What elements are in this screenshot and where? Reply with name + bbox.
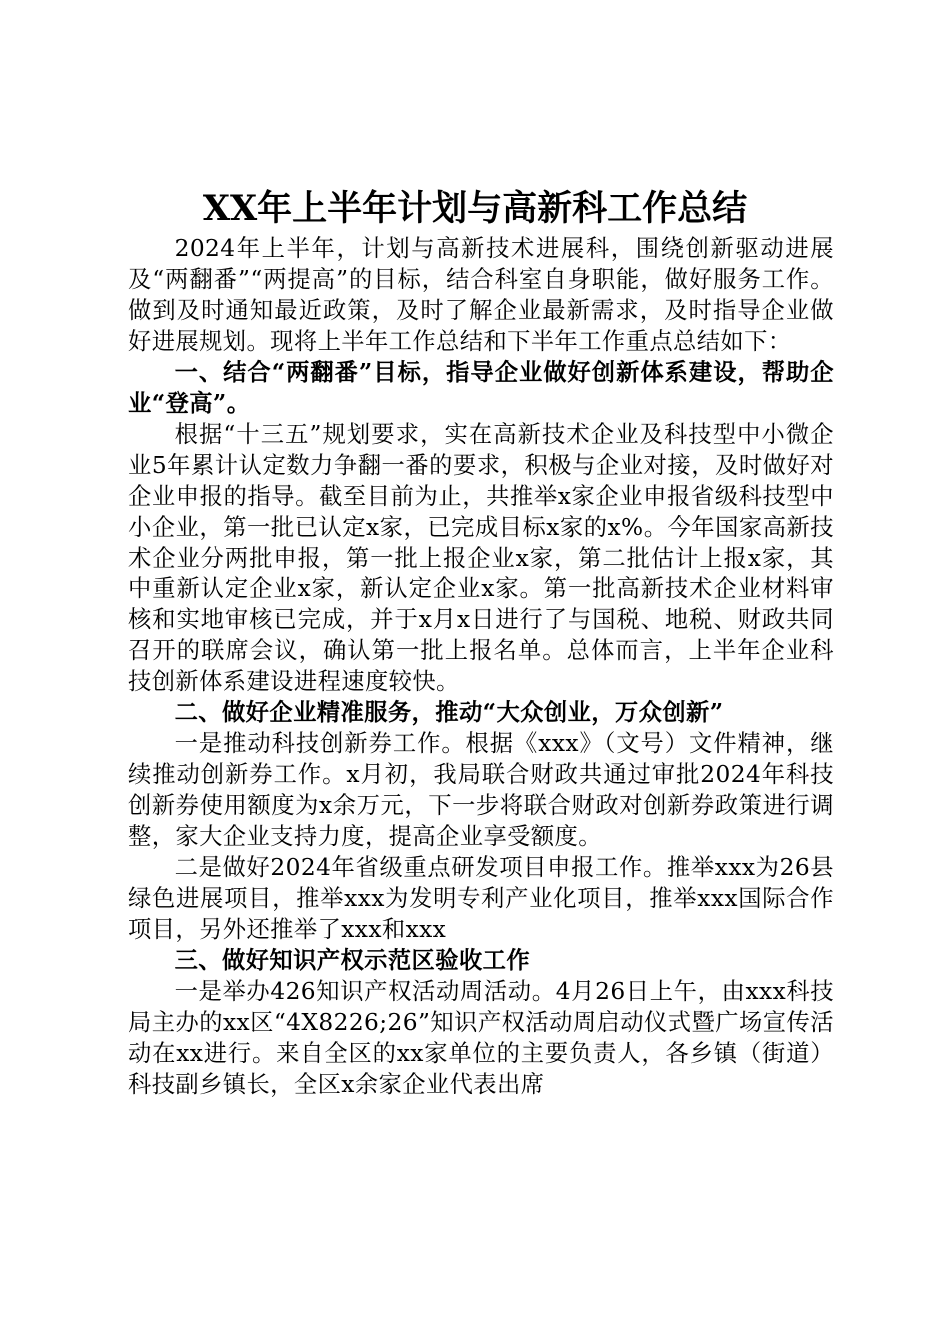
section-1-paragraph: 根据“十三五”规划要求，实在高新技术企业及科技型中小微企业5年累计认定数力争翻一番的要求，积极与企业对接，及时做好对企业申报的指导。截至目前为止，共推举x家企业申报省级科技型中小企业，第一批已认定x家，已完成目标x家的x%。今年国家高新技术企业分两批申报，第一批上报企业x家，第二批估计上报x家，其中重新认定企业x家，新认定企业x家。第一批高新技术企业材料审核和实地审核已完成，并于x月x日进行了与国税、地税、财政共同召开的联席会议，确认第一批上报名单。总体而言，上半年企业科技创新体系建设进程速度较快。 (128, 420, 834, 696)
document-body (128, 234, 834, 1101)
section-heading-2: 二、做好企业精准服务，推动“大众创业，万众创新” (174, 699, 724, 727)
section-heading-1: 一、结合“两翻番”目标，指导企业做好创新体系建设，帮助企业“登高”。 (128, 358, 834, 417)
section-heading-3: 三、做好知识产权示范区验收工作 (174, 946, 531, 974)
intro-paragraph: 2024年上半年，计划与高新技术进展科，围绕创新驱动进展及“两翻番”“两提高”的目标，结合科室自身职能，做好服务工作。做到及时通知最近政策，及时了解企业最新需求，及时指导企业做好进展规划。现将上半年工作总结和下半年工作重点总结如下： (128, 235, 834, 355)
section-2-paragraph-2: 二是做好2024年省级重点研发项目申报工作。推举xxx为26县绿色进展项目，推举xxx为发明专利产业化项目，推举xxx国际合作项目，另外还推举了xxx和xxx (128, 854, 834, 943)
section-3-paragraph-1: 一是举办426知识产权活动周活动。4月26日上午，由xxx科技局主办的xx区“4X8226;26”知识产权活动周启动仪式暨广场宣传活动在xx进行。来自全区的xx家单位的主要负责人，各乡镇（街道）科技副乡镇长，全区x余家企业代表出席 (128, 977, 834, 1098)
section-2-paragraph-1: 一是推动科技创新券工作。根据《xxx》（文号）文件精神，继续推动创新券工作。x月初，我局联合财政共通过审批2024年科技创新券使用额度为x余万元，下一步将联合财政对创新券政策进行调整，家大企业支持力度，提高企业享受额度。 (128, 730, 834, 851)
document-title: XX年上半年计划与高新科工作总结 (202, 188, 748, 229)
